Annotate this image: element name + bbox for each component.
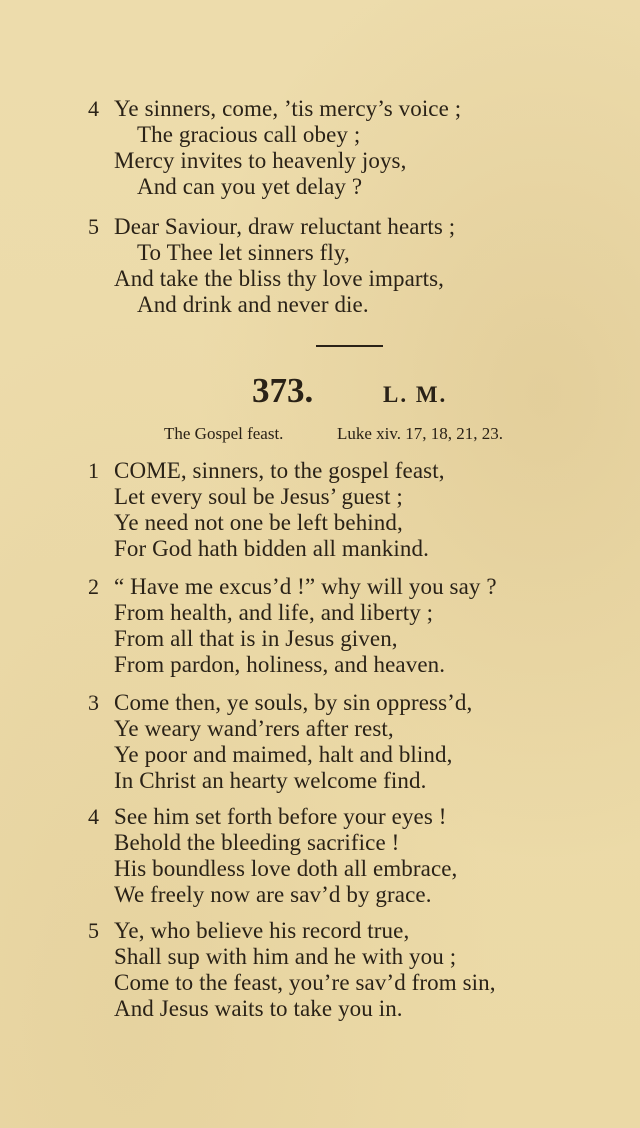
verse-line: Mercy invites to heavenly joys, <box>114 148 407 173</box>
verse-line: And drink and never die. <box>137 292 369 317</box>
hymn-number: 373. <box>252 371 314 410</box>
verse-line: For God hath bidden all mankind. <box>114 536 429 561</box>
verse-line: Behold the bleeding sacrifice ! <box>114 830 400 855</box>
verse-line: From all that is in Jesus given, <box>114 626 398 651</box>
verse-line: See him set forth before your eyes ! <box>114 804 447 829</box>
stanza-number: 4 <box>88 96 99 121</box>
scripture-reference: Luke xiv. 17, 18, 21, 23. <box>337 424 504 443</box>
verse-line: “ Have me excus’d !” why will you say ? <box>114 574 497 599</box>
verse-line: Dear Saviour, draw reluctant hearts ; <box>114 214 456 239</box>
hymn-meter: L. M. <box>383 382 448 407</box>
verse-line: Ye poor and maimed, halt and blind, <box>114 742 453 767</box>
section-divider <box>316 345 383 347</box>
verse-line: And Jesus waits to take you in. <box>114 996 403 1021</box>
verse-line: Come then, ye souls, by sin oppress’d, <box>114 690 473 715</box>
verse-line: His boundless love doth all embrace, <box>114 856 458 881</box>
verse-line: Come to the feast, you’re sav’d from sin, <box>114 970 496 995</box>
stanza-number: 5 <box>88 918 99 943</box>
verse-line: To Thee let sinners fly, <box>137 240 350 265</box>
stanza-number: 4 <box>88 804 99 829</box>
stanza-number: 5 <box>88 214 99 239</box>
verse-line: Ye sinners, come, ’tis mercy’s voice ; <box>114 96 462 121</box>
verse-line: Shall sup with him and he with you ; <box>114 944 457 969</box>
stanza-number: 3 <box>88 690 99 715</box>
verse-line: We freely now are sav’d by grace. <box>114 882 432 907</box>
verse-line: From pardon, holiness, and heaven. <box>114 652 446 677</box>
verse-line: And can you yet delay ? <box>137 174 363 199</box>
verse-line: Ye, who believe his record true, <box>114 918 410 943</box>
verse-line: Ye weary wand’rers after rest, <box>114 716 394 741</box>
stanza-number: 1 <box>88 458 99 483</box>
verse-line: Let every soul be Jesus’ guest ; <box>114 484 403 509</box>
verse-line: And take the bliss thy love imparts, <box>114 266 445 291</box>
verse-line: In Christ an hearty welcome find. <box>114 768 427 793</box>
verse-line: Ye need not one be left behind, <box>114 510 403 535</box>
hymn-title: The Gospel feast. <box>164 424 284 443</box>
verse-line: From health, and life, and liberty ; <box>114 600 434 625</box>
stanza-number: 2 <box>88 574 99 599</box>
verse-line: The gracious call obey ; <box>137 122 361 147</box>
verse-line: COME, sinners, to the gospel feast, <box>114 458 445 483</box>
